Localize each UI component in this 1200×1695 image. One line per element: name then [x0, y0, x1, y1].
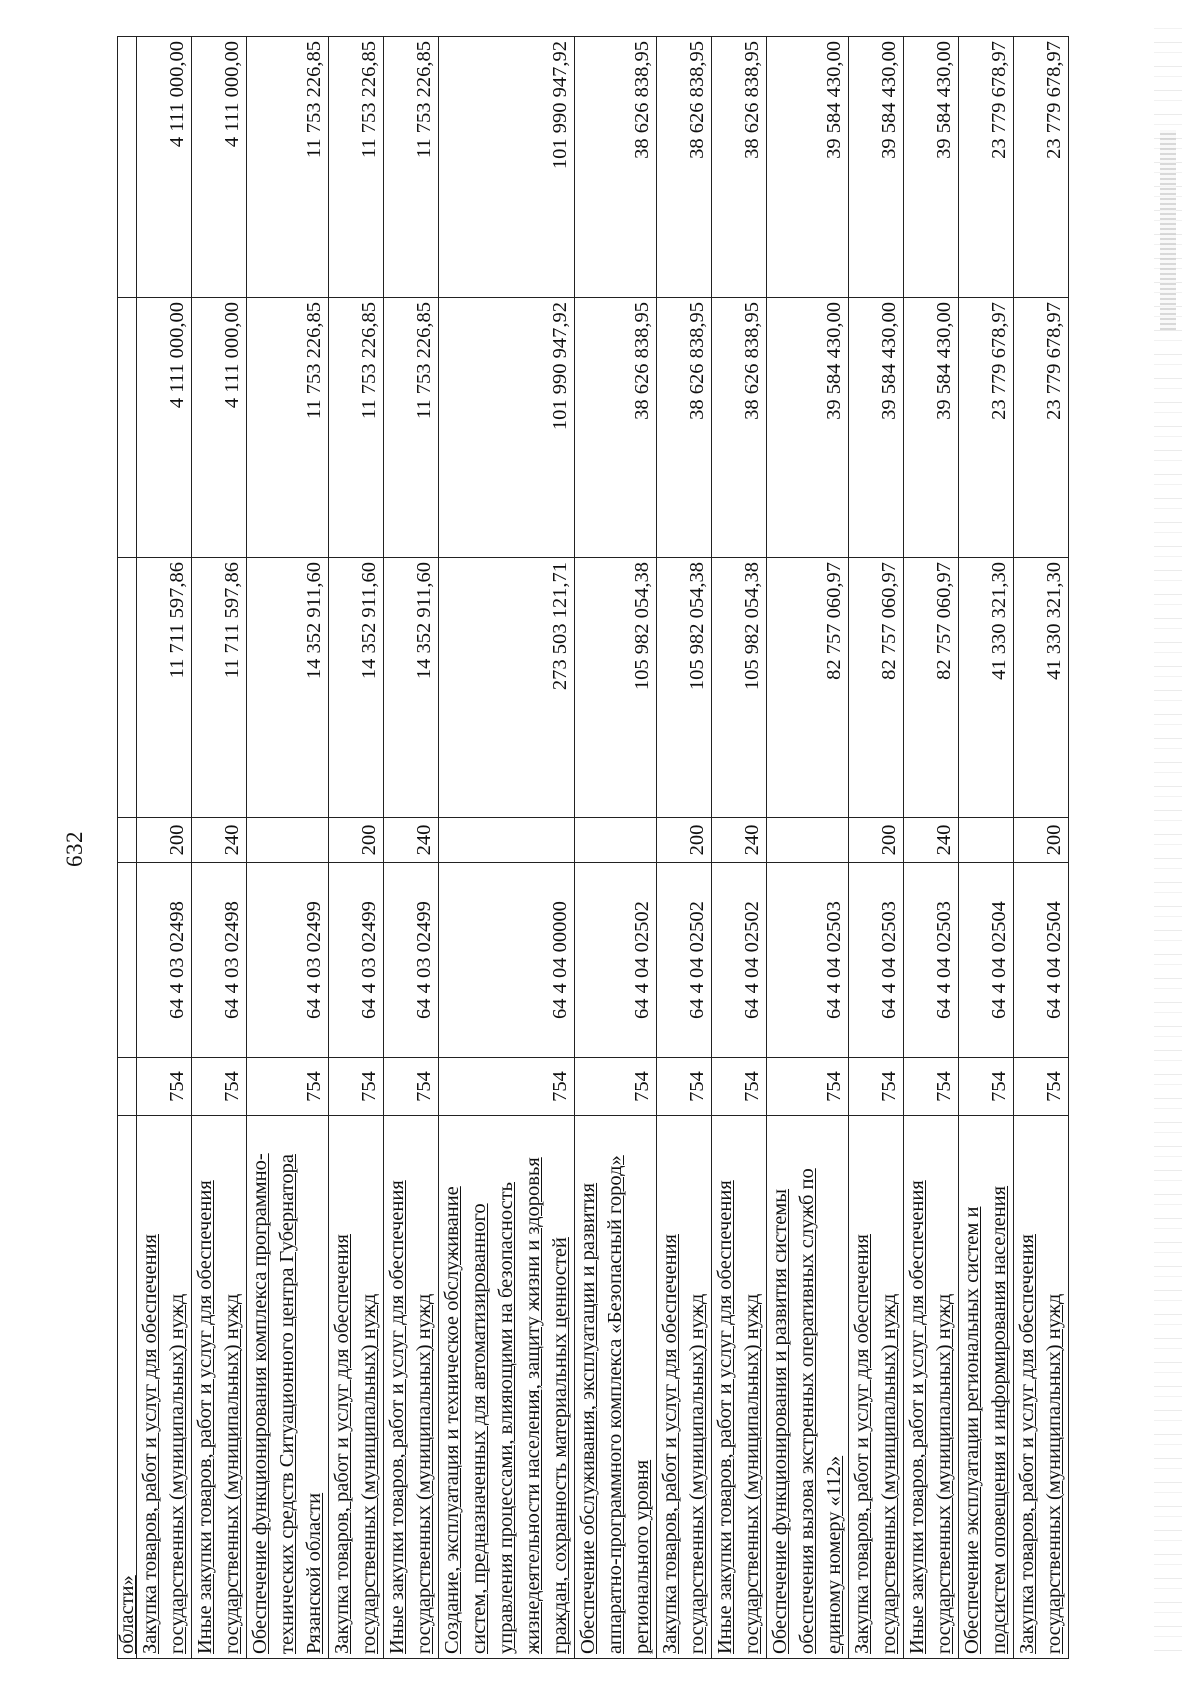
expense-type-code: 200 — [657, 818, 712, 863]
expense-name: Иные закупки товаров, работ и услуг для обеспечения государственных (муниципальных) нужд — [712, 1116, 767, 1659]
amount-2: 39 584 430,00 — [767, 298, 849, 558]
amount-3: 11 753 226,85 — [247, 37, 329, 298]
target-article-code: 64 4 04 02503 — [849, 863, 904, 1058]
table-row — [439, 37, 575, 1659]
ministry-code: 754 — [192, 1058, 247, 1116]
amount-3: 39 584 430,00 — [767, 37, 849, 298]
table-row — [712, 37, 767, 1659]
expense-type-code — [247, 818, 329, 863]
amount-3: 101 990 947,92 — [439, 37, 575, 298]
amount-3: 11 753 226,85 — [384, 37, 439, 298]
amount-3: 11 753 226,85 — [329, 37, 384, 298]
amount-1: 105 982 054,38 — [575, 558, 657, 818]
expense-type-code: 200 — [329, 818, 384, 863]
table-row — [904, 37, 959, 1659]
amount-1: 11 711 597,86 — [137, 558, 192, 818]
amount-2 — [118, 298, 137, 558]
amount-3: 4 111 000,00 — [192, 37, 247, 298]
amount-3 — [118, 37, 137, 298]
amount-2: 11 753 226,85 — [329, 298, 384, 558]
amount-2: 101 990 947,92 — [439, 298, 575, 558]
amount-3: 23 779 678,97 — [959, 37, 1014, 298]
expense-type-code: 200 — [849, 818, 904, 863]
ministry-code — [118, 1058, 137, 1116]
amount-2: 38 626 838,95 — [657, 298, 712, 558]
ministry-code: 754 — [849, 1058, 904, 1116]
expense-name: области» — [118, 1116, 137, 1659]
ministry-code: 754 — [1014, 1058, 1069, 1116]
amount-2: 38 626 838,95 — [575, 298, 657, 558]
target-article-code: 64 4 03 02498 — [192, 863, 247, 1058]
target-article-code: 64 4 04 02502 — [657, 863, 712, 1058]
amount-3: 23 779 678,97 — [1014, 37, 1069, 298]
table-row — [1014, 37, 1069, 1659]
expense-type-code: 240 — [192, 818, 247, 863]
table-row — [247, 37, 329, 1659]
table-row — [192, 37, 247, 1659]
target-article-code: 64 4 04 02503 — [904, 863, 959, 1058]
ministry-code: 754 — [439, 1058, 575, 1116]
expense-type-code — [118, 818, 137, 863]
amount-2: 11 753 226,85 — [247, 298, 329, 558]
amount-3: 39 584 430,00 — [849, 37, 904, 298]
table-row — [118, 37, 137, 1659]
target-article-code: 64 4 03 02499 — [329, 863, 384, 1058]
expense-type-code — [575, 818, 657, 863]
ministry-code: 754 — [384, 1058, 439, 1116]
expense-name: Обеспечение функционирования и развития системы обеспечения вызова экстренных оперативных служб по единому номеру «112» — [767, 1116, 849, 1659]
amount-2: 39 584 430,00 — [904, 298, 959, 558]
expense-name: Закупка товаров, работ и услуг для обеспечения государственных (муниципальных) нужд — [657, 1116, 712, 1659]
target-article-code: 64 4 04 02504 — [1014, 863, 1069, 1058]
table-row — [767, 37, 849, 1659]
target-article-code: 64 4 04 02502 — [712, 863, 767, 1058]
table-row — [849, 37, 904, 1659]
ministry-code: 754 — [959, 1058, 1014, 1116]
amount-1: 11 711 597,86 — [192, 558, 247, 818]
amount-1: 41 330 321,30 — [959, 558, 1014, 818]
expense-name: Закупка товаров, работ и услуг для обеспечения государственных (муниципальных) нужд — [137, 1116, 192, 1659]
table-row — [575, 37, 657, 1659]
budget-table — [117, 36, 1069, 1659]
target-article-code: 64 4 04 02502 — [575, 863, 657, 1058]
ministry-code: 754 — [137, 1058, 192, 1116]
expense-name: Иные закупки товаров, работ и услуг для обеспечения государственных (муниципальных) нужд — [192, 1116, 247, 1659]
amount-1 — [118, 558, 137, 818]
amount-3: 38 626 838,95 — [657, 37, 712, 298]
expense-name: Закупка товаров, работ и услуг для обеспечения государственных (муниципальных) нужд — [1014, 1116, 1069, 1659]
amount-3: 39 584 430,00 — [904, 37, 959, 298]
expense-type-code — [767, 818, 849, 863]
amount-1: 82 757 060,97 — [767, 558, 849, 818]
ministry-code: 754 — [329, 1058, 384, 1116]
table-row — [384, 37, 439, 1659]
target-article-code: 64 4 03 02499 — [384, 863, 439, 1058]
amount-2: 38 626 838,95 — [712, 298, 767, 558]
amount-2: 4 111 000,00 — [137, 298, 192, 558]
table-row — [657, 37, 712, 1659]
expense-type-code: 200 — [137, 818, 192, 863]
expense-type-code: 240 — [712, 818, 767, 863]
expense-name: Обеспечение эксплуатации региональных систем и подсистем оповещения и информирования населения — [959, 1116, 1014, 1659]
expense-name: Закупка товаров, работ и услуг для обеспечения государственных (муниципальных) нужд — [849, 1116, 904, 1659]
expense-type-code — [959, 818, 1014, 863]
amount-2: 39 584 430,00 — [849, 298, 904, 558]
expense-type-code: 240 — [384, 818, 439, 863]
amount-1: 105 982 054,38 — [657, 558, 712, 818]
expense-name: Иные закупки товаров, работ и услуг для обеспечения государственных (муниципальных) нужд — [904, 1116, 959, 1659]
expense-name: Обеспечение обслуживания, эксплуатации и развития аппаратно-программного комплекса «Безопасный город» регионального уровня — [575, 1116, 657, 1659]
ministry-code: 754 — [657, 1058, 712, 1116]
expense-type-code: 240 — [904, 818, 959, 863]
ministry-code: 754 — [904, 1058, 959, 1116]
amount-1: 14 352 911,60 — [329, 558, 384, 818]
target-article-code: 64 4 04 02503 — [767, 863, 849, 1058]
ministry-code: 754 — [247, 1058, 329, 1116]
amount-1: 14 352 911,60 — [384, 558, 439, 818]
target-article-code: 64 4 03 02498 — [137, 863, 192, 1058]
ministry-code: 754 — [575, 1058, 657, 1116]
amount-3: 4 111 000,00 — [137, 37, 192, 298]
table-row — [959, 37, 1014, 1659]
amount-1: 14 352 911,60 — [247, 558, 329, 818]
target-article-code: 64 4 04 02504 — [959, 863, 1014, 1058]
target-article-code: 64 4 03 02499 — [247, 863, 329, 1058]
amount-1: 273 503 121,71 — [439, 558, 575, 818]
amount-1: 82 757 060,97 — [904, 558, 959, 818]
amount-2: 11 753 226,85 — [384, 298, 439, 558]
target-article-code — [118, 863, 137, 1058]
page-number: 632 — [62, 831, 87, 867]
table-row — [137, 37, 192, 1659]
expense-name: Обеспечение функционирования комплекса программно-технических средств Ситуационного центра Губернатора Рязанской области — [247, 1116, 329, 1659]
amount-2: 23 779 678,97 — [959, 298, 1014, 558]
amount-1: 105 982 054,38 — [712, 558, 767, 818]
expense-name: Иные закупки товаров, работ и услуг для обеспечения государственных (муниципальных) нужд — [384, 1116, 439, 1659]
expense-type-code — [439, 818, 575, 863]
amount-2: 4 111 000,00 — [192, 298, 247, 558]
expense-name: Создание, эксплуатация и техническое обслуживание систем, предназначенных для автоматизированного управления процессами, влияющими на безопасность жизнедеятельности населения, защиту жизни и здоровья граждан, сохранность материальных ценностей — [439, 1116, 575, 1659]
expense-type-code: 200 — [1014, 818, 1069, 863]
amount-3: 38 626 838,95 — [712, 37, 767, 298]
ministry-code: 754 — [712, 1058, 767, 1116]
amount-1: 41 330 321,30 — [1014, 558, 1069, 818]
amount-2: 23 779 678,97 — [1014, 298, 1069, 558]
amount-1: 82 757 060,97 — [849, 558, 904, 818]
target-article-code: 64 4 04 00000 — [439, 863, 575, 1058]
ministry-code: 754 — [767, 1058, 849, 1116]
amount-3: 38 626 838,95 — [575, 37, 657, 298]
expense-name: Закупка товаров, работ и услуг для обеспечения государственных (муниципальных) нужд — [329, 1116, 384, 1659]
table-row — [329, 37, 384, 1659]
